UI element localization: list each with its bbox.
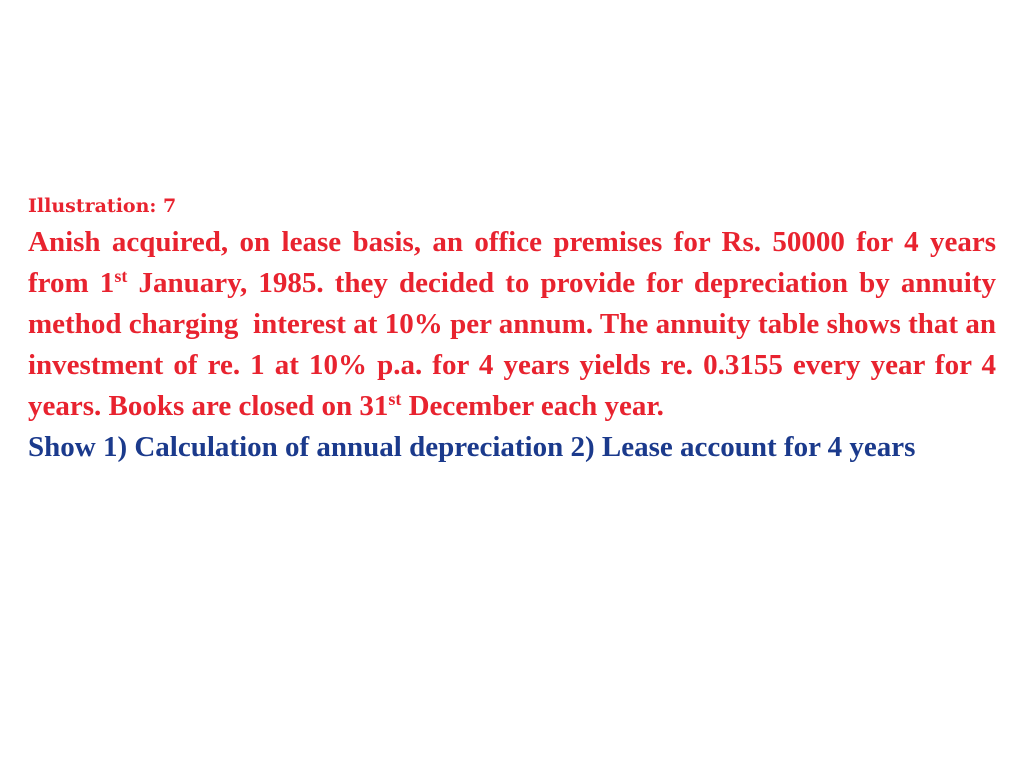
illustration-slide: [28, 192, 996, 468]
ordinal-suffix: st: [388, 389, 402, 410]
ordinal-suffix: st: [114, 266, 128, 287]
question-statement: Show 1) Calculation of annual depreciation 2) Lease account for 4 years: [28, 431, 916, 463]
problem-text-part-2: January, 1985. they decided to provide for depreciation by annuity method charging interest at 10% per annum. The annuity table shows that an investment of re. 1 at 10% p.a. for 4 years yields re. 0.3155 every year for 4 years. Books are closed on 31: [28, 267, 996, 422]
problem-text-part-3: December each year.: [401, 390, 664, 422]
illustration-heading: Illustration: 7: [28, 195, 177, 217]
problem-statement: [28, 222, 996, 427]
problem-text-part-1: Anish acquired, on lease basis, an office premises for Rs. 50000 for 4 years from 1: [28, 226, 996, 299]
